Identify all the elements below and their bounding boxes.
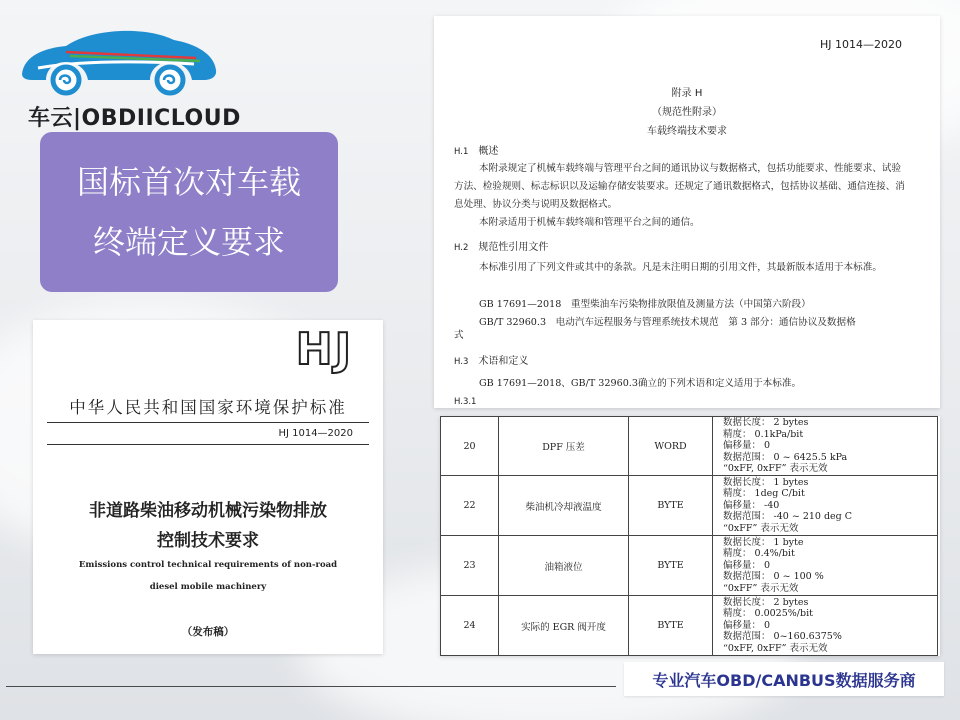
car-logo-icon	[14, 18, 224, 104]
footer-divider	[6, 686, 616, 687]
appendix-page	[434, 16, 940, 408]
row-type: WORD	[629, 417, 713, 476]
description-line: 精度： 0.1kPa/bit	[723, 428, 804, 440]
section-number: H.1	[454, 147, 469, 157]
description-line: 数据长度： 2 bytes	[723, 417, 809, 429]
annex-label: 附录 H	[671, 88, 703, 99]
data-table-grid	[440, 416, 938, 656]
description-line: 偏移量： 0	[723, 559, 771, 571]
row-name: 油箱液位	[499, 536, 629, 596]
table-row	[441, 476, 938, 536]
row-id: 23	[441, 536, 499, 596]
cover-standard-code: HJ 1014—2020	[278, 428, 353, 439]
row-type: BYTE	[629, 476, 713, 536]
description-line: 偏移量： 0	[723, 440, 771, 452]
annex-type: （规范性附录）	[652, 107, 722, 118]
section-heading	[454, 142, 498, 157]
description-line: 数据长度： 2 bytes	[723, 596, 809, 608]
reference-item: GB 17691—2018 重型柴油车污染物排放限值及测量方法（中国第六阶段）	[479, 299, 811, 310]
headline-line-2: 终端定义要求	[92, 223, 285, 261]
cover-title-en-1: Emissions control technical requirements of non-road	[78, 560, 338, 570]
description-line: 精度： 0.4%/bit	[723, 548, 795, 560]
paragraph: GB 17691—2018、GB/T 32960.3确立的下列术语和定义适用于本标准。	[479, 378, 802, 389]
row-description	[713, 476, 938, 536]
table-row	[441, 536, 938, 596]
section-heading	[454, 238, 548, 253]
section-title: 术语和定义	[478, 356, 529, 367]
section-number: H.3	[454, 357, 469, 367]
description-line: 偏移量： -40	[723, 499, 780, 511]
row-id: 24	[441, 596, 499, 656]
section-heading	[454, 352, 528, 367]
row-description	[713, 536, 938, 596]
cover-title-cn-1: 非道路柴油移动机械污染物排放	[89, 501, 327, 521]
description-line: 数据范围： -40 ~ 210 deg C	[723, 511, 853, 523]
description-line: 精度： 1deg C/bit	[723, 488, 805, 500]
cover-status: （发布稿）	[181, 626, 235, 638]
row-description	[713, 596, 938, 656]
paragraph: 本标准引用了下列文件或其中的条款。凡是未注明日期的引用文件，其最新版本适用于本标准。	[479, 262, 882, 273]
reference-item: GB/T 32960.3 电动汽车远程服务与管理系统技术规范 第 3 部分：通信协议及数据格	[479, 317, 856, 328]
cover-issuer: 中华人民共和国国家环境保护标准	[69, 398, 347, 417]
annex-title: 车载终端技术要求	[647, 126, 727, 137]
table-row	[441, 596, 938, 656]
section-title: 概述	[478, 146, 499, 157]
description-line: “0xFF” 表示无效	[723, 522, 799, 534]
divider	[47, 422, 369, 423]
cover-title-en-2: diesel mobile machinery	[149, 582, 267, 592]
row-description	[713, 417, 938, 476]
data-table	[440, 416, 940, 656]
description-line: 数据长度： 1 byte	[723, 536, 804, 548]
row-type: BYTE	[629, 536, 713, 596]
appendix-standard-code: HJ 1014—2020	[819, 38, 902, 51]
headline-line-1: 国标首次对车载	[76, 163, 301, 201]
row-id: 22	[441, 476, 499, 536]
row-type: BYTE	[629, 596, 713, 656]
description-line: 数据范围： 0 ~ 100 %	[723, 571, 824, 583]
logo-text: 车云|OBDIICLOUD	[28, 106, 241, 131]
row-name: 柴油机冷却液温度	[499, 476, 629, 536]
reference-item-cont: 式	[454, 330, 464, 341]
standard-cover	[33, 320, 383, 654]
description-line: “0xFF, 0xFF” 表示无效	[723, 642, 828, 654]
paragraph: 本附录适用于机械车载终端和管理平台之间的通信。	[479, 217, 700, 228]
description-line: 数据长度： 1 bytes	[723, 476, 809, 488]
section-number: H.3.1	[454, 397, 477, 407]
divider	[47, 444, 369, 445]
brand-logo	[14, 18, 241, 131]
description-line: 精度： 0.0025%/bit	[723, 608, 813, 620]
section-number: H.2	[454, 243, 469, 253]
section-heading	[454, 396, 486, 407]
description-line: “0xFF” 表示无效	[723, 582, 799, 594]
row-name: DPF 压差	[499, 417, 629, 476]
description-line: “0xFF, 0xFF” 表示无效	[723, 463, 828, 475]
footer-tagline: 专业汽车OBD/CANBUS数据服务商	[624, 662, 944, 696]
hj-mark: HJ	[295, 324, 353, 375]
section-title: 规范性引用文件	[478, 242, 549, 253]
cover-title-cn-2: 控制技术要求	[157, 531, 259, 551]
paragraph: 本附录规定了机械车载终端与管理平台之间的通讯协议与数据格式，包括功能要求、性能要求、试验方法、检验规则、标志标识以及运输存储安装要求。还规定了通讯数据格式，包括协议基础、通信连接、消息处理、协议分类与说明及数据格式。	[454, 163, 905, 210]
row-name: 实际的 EGR 阀开度	[499, 596, 629, 656]
description-line: 数据范围： 0 ~ 6425.5 kPa	[723, 451, 848, 463]
table-row	[441, 417, 938, 476]
description-line: 偏移量： 0	[723, 619, 771, 631]
headline-box	[40, 132, 338, 292]
row-id: 20	[441, 417, 499, 476]
description-line: 数据范围： 0~160.6375%	[723, 631, 842, 643]
